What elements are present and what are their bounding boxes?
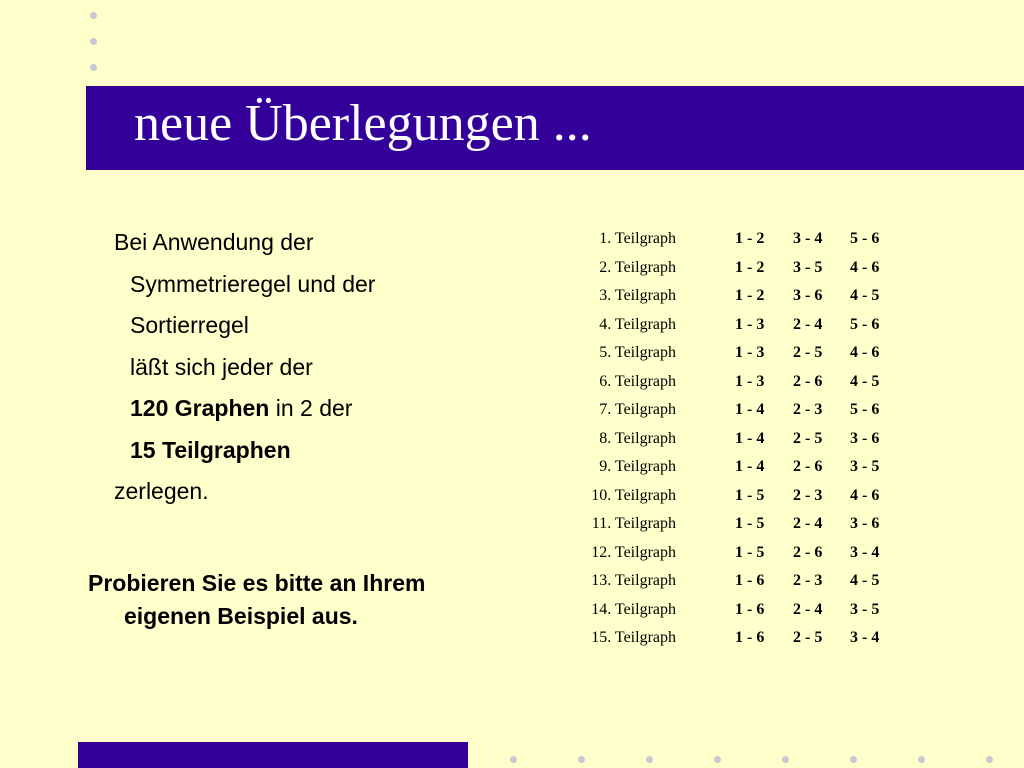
edge-pair: 3 - 5 [850,458,880,475]
edge-pair: 4 - 6 [850,344,880,361]
edge-pair: 1 - 5 [735,543,765,561]
edge-pair: 1 - 3 [735,344,765,361]
edge-pair: 2 - 3 [793,401,823,418]
edge-pair: 2 - 5 [793,629,823,646]
decorative-dot [918,756,925,763]
edge-pair: 3 - 5 [850,600,880,618]
slide-title: neue Überlegungen ... [134,95,592,152]
edge-pair: 4 - 5 [850,287,880,304]
edge-pair: 4 - 5 [850,372,880,390]
title-bar [86,86,1024,170]
text-span: in 2 der [269,395,353,421]
bold-text: 120 Graphen [130,395,270,421]
edge-pair: 2 - 5 [793,344,823,361]
subgraph-label: 14. Teilgraph [591,600,676,618]
edge-pair: 1 - 4 [735,458,765,475]
subgraph-label: 1. Teilgraph [599,230,676,247]
text-line: Bei Anwendung der [114,229,314,255]
text-line: Sortierregel [130,312,249,338]
text-line: zerlegen. [114,478,209,504]
subgraph-label: 10. Teilgraph [591,486,676,504]
edge-pair: 5 - 6 [850,401,880,418]
subgraph-label: 7. Teilgraph [599,401,676,418]
edge-pair: 2 - 4 [793,515,823,532]
text-line [114,430,534,472]
edge-pair: 3 - 6 [850,515,880,532]
edge-pair: 3 - 4 [793,230,823,247]
text-span: läßt sich jeder der [130,353,313,380]
edge-pair: 1 - 6 [735,572,765,589]
edge-pair: 2 - 3 [793,486,823,504]
subgraph-label: 8. Teilgraph [599,429,676,447]
subgraph-label: 6. Teilgraph [599,372,676,390]
explanation-text [114,222,534,513]
prompt-line: eigenen Beispiel aus. [124,603,358,629]
text-line [114,347,534,389]
decorative-dot [646,756,653,763]
edge-pair: 2 - 4 [793,315,823,333]
decorative-dot [90,38,97,45]
edge-pair: 1 - 6 [735,629,765,646]
edge-pair: 3 - 5 [793,258,823,276]
edge-pair: 5 - 6 [850,230,880,247]
subgraph-label: 13. Teilgraph [591,572,676,589]
edge-pair: 1 - 4 [735,429,765,447]
text-line: Symmetrieregel und der [130,270,376,297]
edge-pair: 3 - 4 [850,629,880,646]
edge-pair: 1 - 6 [735,600,765,618]
edge-pair: 2 - 3 [793,572,823,589]
edge-pair: 1 - 4 [735,401,765,418]
edge-pair: 1 - 5 [735,515,765,532]
subgraph-label: 3. Teilgraph [599,287,676,304]
edge-pair: 2 - 6 [793,543,823,561]
edge-pair: 2 - 5 [793,429,823,447]
edge-pair: 2 - 6 [793,372,823,390]
edge-pair: 1 - 3 [735,315,765,333]
edge-pair: 2 - 6 [793,458,823,475]
instruction-prompt [88,567,528,633]
decorative-dot [578,756,585,763]
subgraph-label: 4. Teilgraph [599,315,676,333]
prompt-line: Probieren Sie es bitte an Ihrem [88,570,426,596]
decorative-dot [850,756,857,763]
subgraph-label: 2. Teilgraph [599,258,676,276]
text-line [114,388,534,430]
decorative-dot [782,756,789,763]
decorative-dot [714,756,721,763]
edge-pair: 3 - 6 [850,429,880,447]
edge-pair: 3 - 6 [793,287,823,304]
edge-pair: 2 - 4 [793,600,823,618]
subgraph-label: 15. Teilgraph [591,629,676,646]
decorative-dot [986,756,993,763]
subgraph-label: 11. Teilgraph [591,515,676,532]
decorative-dot [90,64,97,71]
subgraph-label: 12. Teilgraph [591,543,676,561]
edge-pair: 1 - 2 [735,230,765,247]
edge-pair: 1 - 5 [735,486,765,504]
footer-bar [78,742,468,768]
subgraph-label: 5. Teilgraph [599,344,676,361]
edge-pair: 1 - 2 [735,258,765,276]
edge-pair: 3 - 4 [850,543,880,561]
edge-pair: 1 - 3 [735,372,765,390]
subgraph-label: 9. Teilgraph [599,458,676,475]
decorative-dot [90,12,97,19]
edge-pair: 4 - 6 [850,486,880,504]
edge-pair: 4 - 5 [850,572,880,589]
edge-pair: 4 - 6 [850,258,880,276]
decorative-dot [510,756,517,763]
bold-text: 15 Teilgraphen [130,436,291,463]
edge-pair: 1 - 2 [735,287,765,304]
edge-pair: 5 - 6 [850,315,880,333]
